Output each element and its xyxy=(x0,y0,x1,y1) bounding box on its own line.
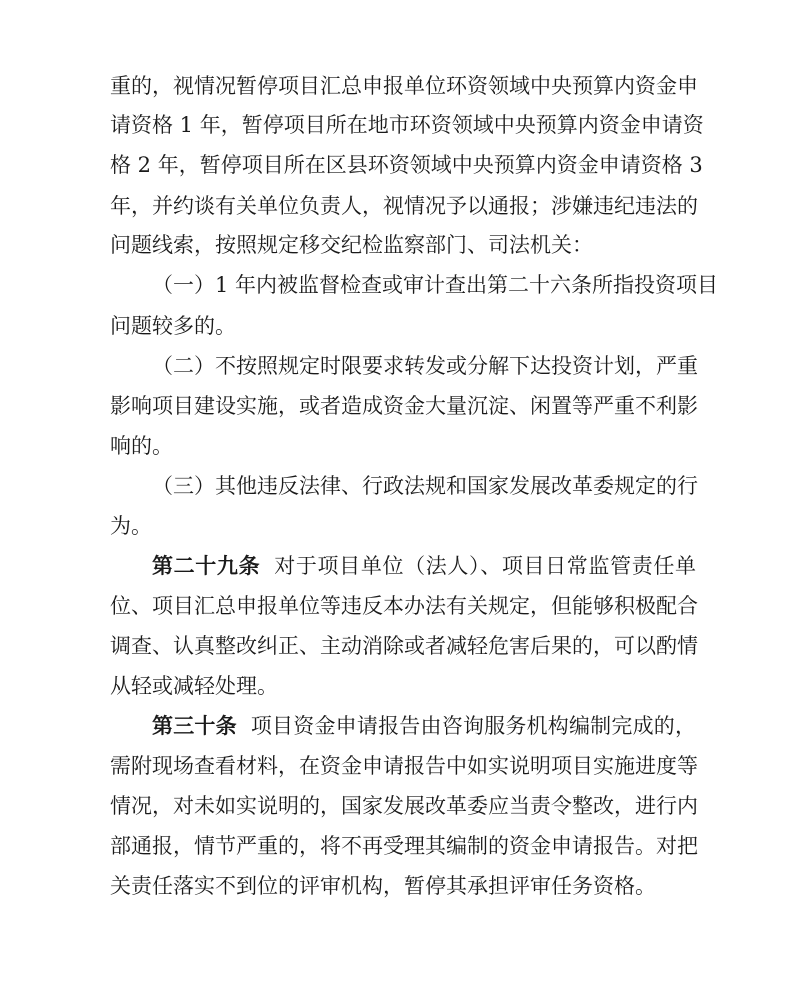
text-line: （一）1 年内被监督检查或审计查出第二十六条所指投资项目 xyxy=(152,273,719,297)
article-30-head: 第三十条 xyxy=(152,714,237,738)
text-line: 问题较多的。 xyxy=(110,314,236,338)
text-line: 响的。 xyxy=(110,434,173,458)
text-line: 部通报，情节严重的，将不再受理其编制的资金申请报告。对把 xyxy=(110,834,698,858)
text-line: 对于项目单位（法人）、项目日常监管责任单 xyxy=(274,554,697,578)
text-line: 位、项目汇总申报单位等违反本办法有关规定，但能够积极配合 xyxy=(110,594,698,618)
article-29-first-line xyxy=(152,546,696,586)
text-line: 为。 xyxy=(110,514,152,538)
text-line: 问题线索，按照规定移交纪检监察部门、司法机关： xyxy=(110,233,593,257)
article-30-first-line xyxy=(152,706,696,746)
text-line: 格 2 年，暂停项目所在区县环资领域中央预算内资金申请资格 3 xyxy=(110,153,703,177)
text-line: 需附现场查看材料，在资金申请报告中如实说明项目实施进度等 xyxy=(110,754,698,778)
text-line: 调查、认真整改纠正、主动消除或者减轻危害后果的，可以酌情 xyxy=(110,634,698,658)
text-line: 项目资金申请报告由咨询服务机构编制完成的， xyxy=(250,714,697,738)
text-line: 年，并约谈有关单位负责人，视情况予以通报；涉嫌违纪违法的 xyxy=(110,194,698,218)
text-line: 关责任落实不到位的评审机构，暂停其承担评审任务资格。 xyxy=(110,874,656,898)
text-line: （三）其他违反法律、行政法规和国家发展改革委规定的行 xyxy=(152,474,698,498)
text-line: 从轻或减轻处理。 xyxy=(110,674,278,698)
text-line: 影响项目建设实施，或者造成资金大量沉淀、闲置等严重不利影 xyxy=(110,394,698,418)
text-line: 请资格 1 年，暂停项目所在地市环资领域中央预算内资金申请资 xyxy=(110,113,704,137)
text-line: 重的，视情况暂停项目汇总申报单位环资领域中央预算内资金申 xyxy=(110,74,698,98)
text-line: （二）不按照规定时限要求转发或分解下达投资计划，严重 xyxy=(152,354,698,378)
article-29-head: 第二十九条 xyxy=(152,554,261,578)
text-line: 情况，对未如实说明的，国家发展改革委应当责令整改，进行内 xyxy=(110,794,698,818)
